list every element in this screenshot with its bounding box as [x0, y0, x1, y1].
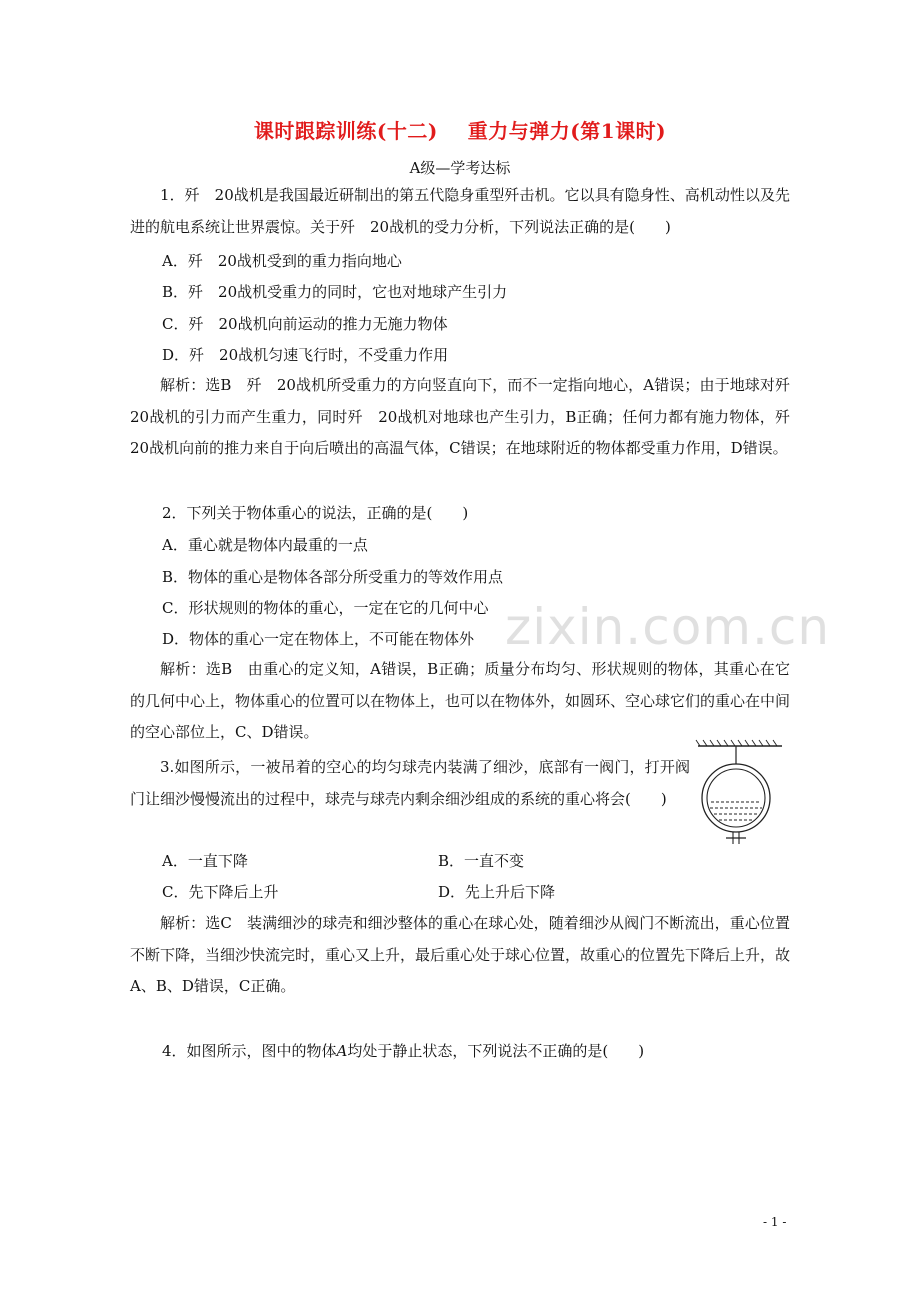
q1-option-a: A．歼 20战机受到的重力指向地心	[162, 252, 402, 270]
title-part-1: 课时跟踪训练(十二)	[253, 119, 438, 143]
q2-option-a: A．重心就是物体内最重的一点	[162, 536, 368, 554]
level-heading: A级—学考达标	[409, 159, 511, 177]
q1-option-b: B．歼 20战机受重力的同时，它也对地球产生引力	[162, 283, 508, 301]
q1-analysis: 解析：选B 歼 20战机所受重力的方向竖直向下，而不一定指向地心，A错误；由于地球对歼 20战机的引力而产生重力，同时歼 20战机对地球也产生引力，B正确；任何力都有施力物体，歼 20战机向前的推力来自于向后喷出的高温气体，C错误；在地球附近的物体都受重力作用，D错误。	[130, 376, 806, 457]
q4-stem-suffix: 均处于静止状态，下列说法不正确的是( )	[347, 1042, 645, 1060]
question-3-stem: 3.如图所示，一被吊着的空心的均匀球壳内装满了细沙，底部有一阀门，打开阀门让细沙慢慢流出的过程中，球壳与球壳内剩余细沙组成的系统的重心将会( )	[130, 758, 690, 808]
question-2-stem: 2．下列关于物体重心的说法，正确的是( )	[162, 504, 469, 522]
q1-option-d: D．歼 20战机匀速飞行时，不受重力作用	[162, 346, 449, 364]
q3-option-b: B．一直不变	[438, 852, 525, 870]
sphere-inner-shell	[707, 769, 765, 827]
question-1-stem: 1．歼 20战机是我国最近研制出的第五代隐身重型歼击机。它以具有隐身性、高机动性以及先进的航电系统让世界震惊。关于歼 20战机的受力分析，下列说法正确的是( )	[130, 186, 790, 236]
q2-option-d: D．物体的重心一定在物体上，不可能在物体外	[162, 630, 475, 648]
q3-option-d: D．先上升后下降	[438, 883, 556, 901]
q2-option-b: B．物体的重心是物体各部分所受重力的等效作用点	[162, 568, 504, 586]
title-part-2: 重力与弹力(第1课时)	[467, 119, 667, 143]
q3-analysis: 解析：选C 装满细沙的球壳和细沙整体的重心在球心处，随着细沙从阀门不断流出，重心位置不断下降，当细沙快流完时，重心又上升，最后重心处于球心位置，故重心的位置先下降后上升，故A、B、D错误，C正确。	[130, 914, 791, 995]
q1-option-c: C．歼 20战机向前运动的推力无施力物体	[162, 315, 448, 333]
q2-option-c: C．形状规则的物体的重心，一定在它的几何中心	[162, 599, 489, 617]
page-title	[0, 115, 920, 144]
hanging-sphere-figure	[690, 738, 790, 848]
q2-analysis: 解析：选B 由重心的定义知，A错误，B正确；质量分布均匀、形状规则的物体，其重心在它的几何中心上，物体重心的位置可以在物体上，也可以在物体外，如圆环、空心球它们的重心在中间的空心部位上，C、D错误。	[130, 660, 791, 741]
ceiling-hatch	[696, 740, 777, 746]
q4-object-variable: A	[336, 1042, 348, 1060]
sand-level-lines	[710, 802, 762, 820]
q4-stem-prefix: 4．如图所示，图中的物体	[162, 1042, 337, 1060]
sphere-outer-shell	[702, 764, 770, 832]
q3-option-c: C．先下降后上升	[162, 883, 279, 901]
watermark: zixin.com.cn	[505, 598, 831, 656]
question-4-stem	[162, 1040, 644, 1061]
page-number: - 1 -	[763, 1215, 787, 1229]
q3-option-a: A．一直下降	[162, 852, 248, 870]
